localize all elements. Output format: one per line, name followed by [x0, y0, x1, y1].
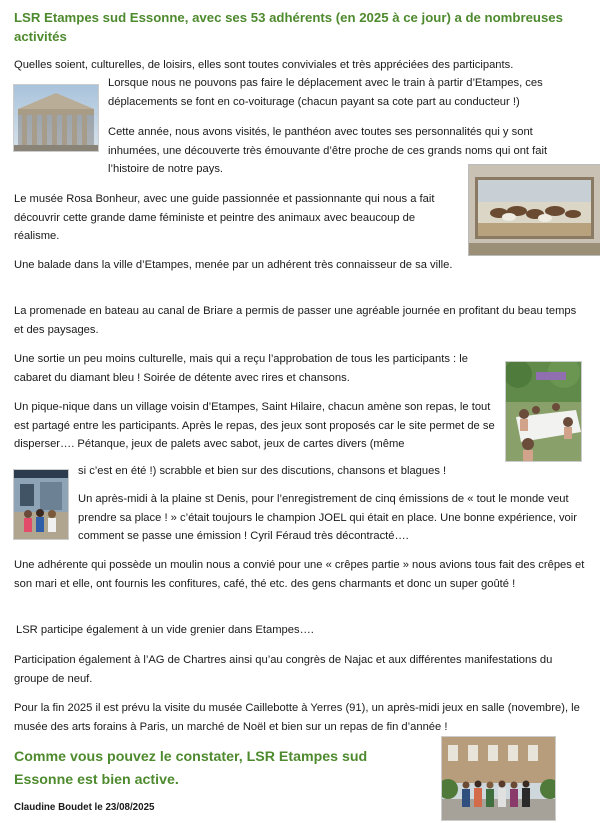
- pantheon-photo: [13, 84, 99, 152]
- pantheon-paragraph: Cette année, nous avons visités, le panthéon avec toutes ses personnalités qui y sont inhumées, une découverte très émouvante d’être proche de ces grands noms qui ont fait l’histoire de notre pays.: [108, 126, 548, 175]
- bonheur-paragraph: Le musée Rosa Bonheur, avec une guide passionnée et passionnante qui nous a fait découvrir cette grande dame féministe et peintre des animaux avec beaucoup de réalisme.: [14, 193, 435, 242]
- stdenis-paragraph: Un après-midi à la plaine st Denis, pour l’enregistrement de cinq émissions de « tout le monde veut prendre sa place ! » c’était toujours le champion JOEL qui était en place. Une bonne expérience, voir comment se passe une émission ! Cyril Féraud très décontracté….: [78, 493, 577, 542]
- ag-paragraph: Participation également à l’AG de Chartres ainsi qu’au congrès de Najac et aux différentes manifestations du groupe de neuf.: [14, 654, 553, 685]
- cabaret-paragraph: Une sortie un peu moins culturelle, mais qui a reçu l’approbation de tous les participants : le cabaret du diamant bleu ! Soirée de détente avec rires et chansons.: [14, 353, 468, 384]
- piquenique-paragraph-end: si c’est en été !) scrabble et bien sur des discutions, chansons et blagues !: [78, 465, 447, 477]
- plaine-st-denis-photo: [13, 469, 69, 540]
- page-title: LSR Etampes sud Essonne, avec ses 53 adhérents (en 2025 à ce jour) a de nombreuses activités: [14, 10, 563, 44]
- conclusion-heading: Comme vous pouvez le constater, LSR Etampes sud Essonne est bien active.: [14, 749, 368, 788]
- balade-paragraph: Une balade dans la ville d’Etampes, menée par un adhérent très connaisseur de sa ville.: [14, 259, 453, 271]
- moulin-paragraph: Une adhérente qui possède un moulin nous a convié pour une « crêpes partie » nous avions tous fait des crêpes et son mari et elle, ont fournis les confitures, café, thé etc. des gens charmants et donc un super goûté !: [14, 559, 585, 590]
- videgrenier-paragraph: LSR participe également à un vide grenier dans Etampes….: [16, 624, 314, 636]
- group-photo: [441, 736, 556, 821]
- travel-paragraph: Lorsque nous ne pouvons pas faire le déplacement avec le train à partir d’Etampes, ces déplacements se font en co-voiturage (chacun payant sa cote part au conducteur !): [108, 77, 543, 108]
- rosa-bonheur-painting-photo: [468, 164, 600, 256]
- picnic-photo: [505, 361, 582, 462]
- fin2025-paragraph: Pour la fin 2025 il est prévu la visite du musée Caillebotte à Yerres (91), un après-midi jeux en salle (novembre), le musée des arts forains à Paris, un marché de Noël et bien sur un repas de fin d’année !: [14, 702, 580, 733]
- bateau-paragraph: La promenade en bateau au canal de Briare a permis de passer une agréable journée en profitant du beau temps et des paysages.: [14, 305, 577, 336]
- signature: Claudine Boudet le 23/08/2025: [14, 802, 155, 813]
- intro-paragraph: Quelles soient, culturelles, de loisirs, elles sont toutes conviviales et très appréciées des participants.: [14, 59, 514, 71]
- piquenique-paragraph: Un pique-nique dans un village voisin d’Etampes, Saint Hilaire, chacun amène son repas, le tout est partagé entre les participants. Après le repas, des jeux sont proposés car le site permet de se disperser…. Pétanque, jeux de palets avec sabot, jeux de cartes divers (même: [14, 401, 495, 450]
